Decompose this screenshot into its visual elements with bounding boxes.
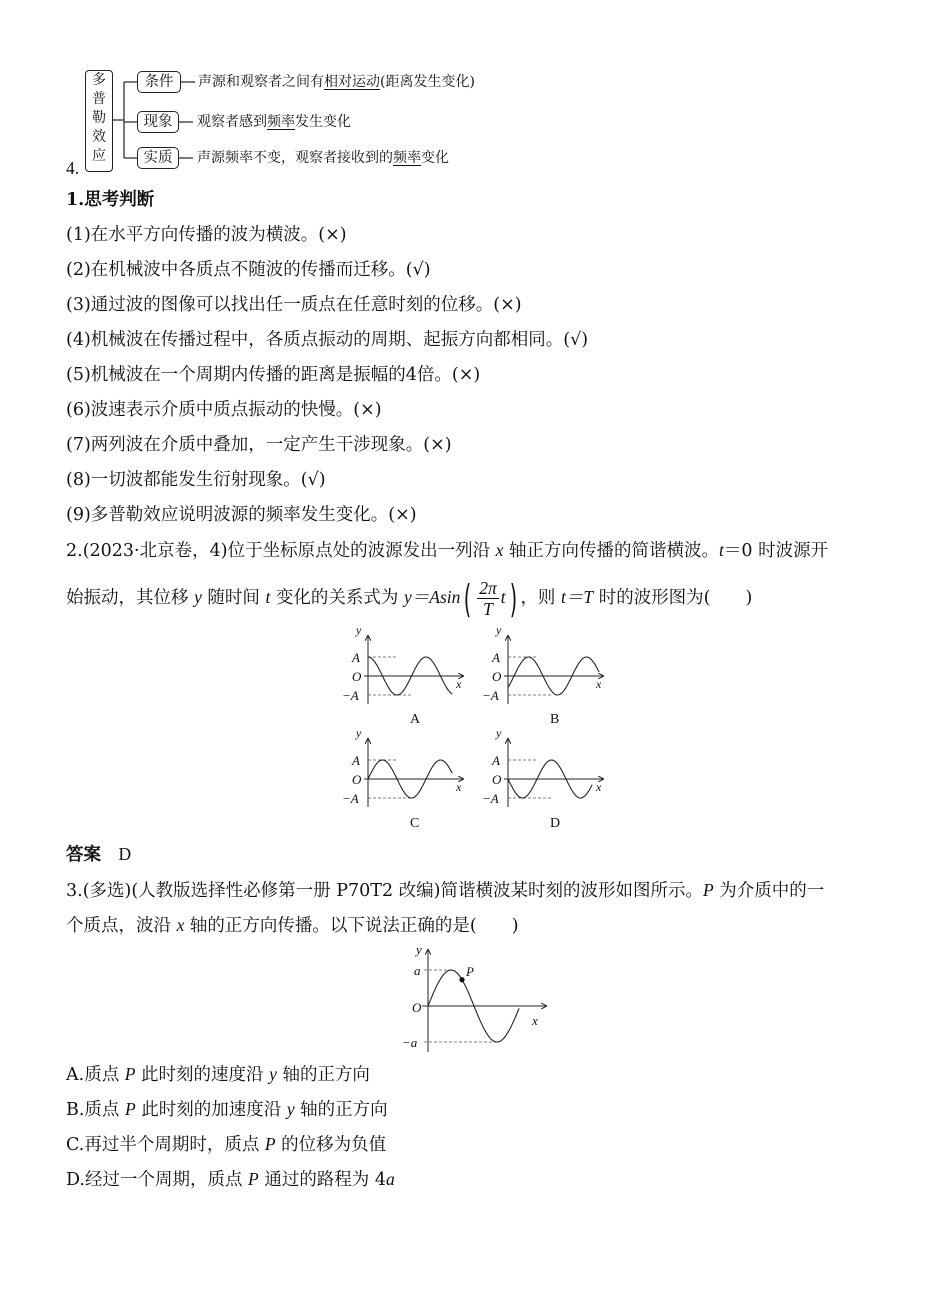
tag-condition: 条件 bbox=[137, 71, 181, 93]
item-number: 4. bbox=[66, 158, 80, 178]
tick-label-a: A bbox=[492, 650, 500, 665]
vertical-title-char: 多 bbox=[92, 72, 106, 88]
tag-essence: 实质 bbox=[137, 147, 179, 169]
judgement-item: (9)多普勒效应说明波源的频率发生变化。(×) bbox=[66, 505, 417, 525]
q3-option-d: D.经过一个周期，质点 P 通过的路程为 4a bbox=[66, 1169, 395, 1190]
axis-label-x: x bbox=[456, 780, 462, 794]
tick-label-a: A bbox=[352, 650, 360, 665]
q3-line2: 个质点，波沿 x 轴的正方向传播。以下说法正确的是( ) bbox=[66, 915, 519, 936]
q3-line1: 3.(多选)(人教版选择性必修第一册 P70T2 改编)简谐横波某时刻的波形如图所示。P 为介质中的一 bbox=[66, 880, 825, 901]
vertical-title-char: 普 bbox=[92, 91, 106, 107]
tick-label-a: A bbox=[352, 753, 360, 768]
axis-label-x: x bbox=[456, 677, 462, 691]
tag-phenomenon: 现象 bbox=[137, 111, 179, 133]
tick-label-neg-a: −A bbox=[342, 688, 359, 703]
judgement-item: (1)在水平方向传播的波为横波。(×) bbox=[66, 225, 347, 245]
q3-option-b: B.质点 P 此时刻的加速度沿 y 轴的正方向 bbox=[66, 1099, 388, 1120]
row-phenomenon-text: 观察者感到频率发生变化 bbox=[197, 114, 351, 130]
axis-label-y: y bbox=[356, 726, 362, 740]
answer-value: D bbox=[118, 844, 132, 864]
origin-label: O bbox=[492, 772, 502, 787]
judgement-item: (4)机械波在传播过程中，各质点振动的周期、起振方向都相同。(√) bbox=[66, 330, 589, 350]
judgement-item: (7)两列波在介质中叠加，一定产生干涉现象。(×) bbox=[66, 435, 452, 455]
q2-line1: 2.(2023·北京卷，4)位于坐标原点处的波源发出一列沿 x 轴正方向传播的简谐横波。t＝0 时波源开 bbox=[66, 540, 829, 561]
vertical-title-char: 效 bbox=[92, 129, 106, 145]
tick-label-neg-a: −A bbox=[342, 791, 359, 806]
axis-label-y: y bbox=[356, 623, 362, 637]
option-label-c: C bbox=[410, 816, 420, 831]
axis-label-x: x bbox=[596, 780, 602, 794]
judgement-item: (3)通过波的图像可以找出任一质点在任意时刻的位移。(×) bbox=[66, 295, 522, 315]
axis-label-y: y bbox=[496, 623, 502, 637]
tick-label-a: a bbox=[414, 963, 421, 978]
tick-label-neg-a: −a bbox=[402, 1035, 418, 1050]
judgement-item: (5)机械波在一个周期内传播的距离是振幅的4倍。(×) bbox=[66, 365, 481, 385]
origin-label: O bbox=[412, 1000, 422, 1015]
section-heading: 1.思考判断 bbox=[66, 190, 155, 210]
q3-option-a: A.质点 P 此时刻的速度沿 y 轴的正方向 bbox=[66, 1064, 370, 1085]
axis-label-y: y bbox=[416, 942, 422, 957]
axis-label-y: y bbox=[496, 726, 502, 740]
formula: y＝Asin bbox=[403, 587, 461, 607]
axis-label-x: x bbox=[532, 1013, 538, 1028]
option-label-d: D bbox=[550, 816, 561, 831]
q2-line2: 始振动，其位移 y 随时间 t 变化的关系式为 y＝Asin( $\frac{2\pi}{T}$ t) ，则 t＝T 时的波形图为( ) bbox=[66, 576, 753, 621]
point-p-label: P bbox=[466, 963, 474, 979]
axis-label-x: x bbox=[596, 677, 602, 691]
judgement-item: (2)在机械波中各质点不随波的传播而迁移。(√) bbox=[66, 260, 431, 280]
point-p bbox=[459, 977, 464, 982]
fraction: $\frac{2\pi}{T}$ bbox=[479, 578, 497, 619]
q3-option-c: C.再过半个周期时，质点 P 的位移为负值 bbox=[66, 1134, 387, 1155]
row-essence-text: 声源频率不变，观察者接收到的频率变化 bbox=[197, 150, 449, 166]
row-condition-text: 声源和观察者之间有相对运动(距离发生变化) bbox=[198, 74, 475, 90]
vertical-title-char: 应 bbox=[92, 148, 106, 164]
judgement-item: (6)波速表示介质中质点振动的快慢。(×) bbox=[66, 400, 382, 420]
origin-label: O bbox=[352, 669, 362, 684]
tick-label-neg-a: −A bbox=[482, 688, 499, 703]
tick-label-a: A bbox=[492, 753, 500, 768]
option-label-b: B bbox=[550, 712, 560, 727]
option-label-a: A bbox=[410, 712, 421, 727]
tick-label-neg-a: −A bbox=[482, 791, 499, 806]
origin-label: O bbox=[352, 772, 362, 787]
vertical-title-char: 勒 bbox=[92, 110, 106, 126]
judgement-item: (8)一切波都能发生衍射现象。(√) bbox=[66, 470, 326, 490]
answer-label: 答案 bbox=[66, 845, 101, 865]
origin-label: O bbox=[492, 669, 502, 684]
